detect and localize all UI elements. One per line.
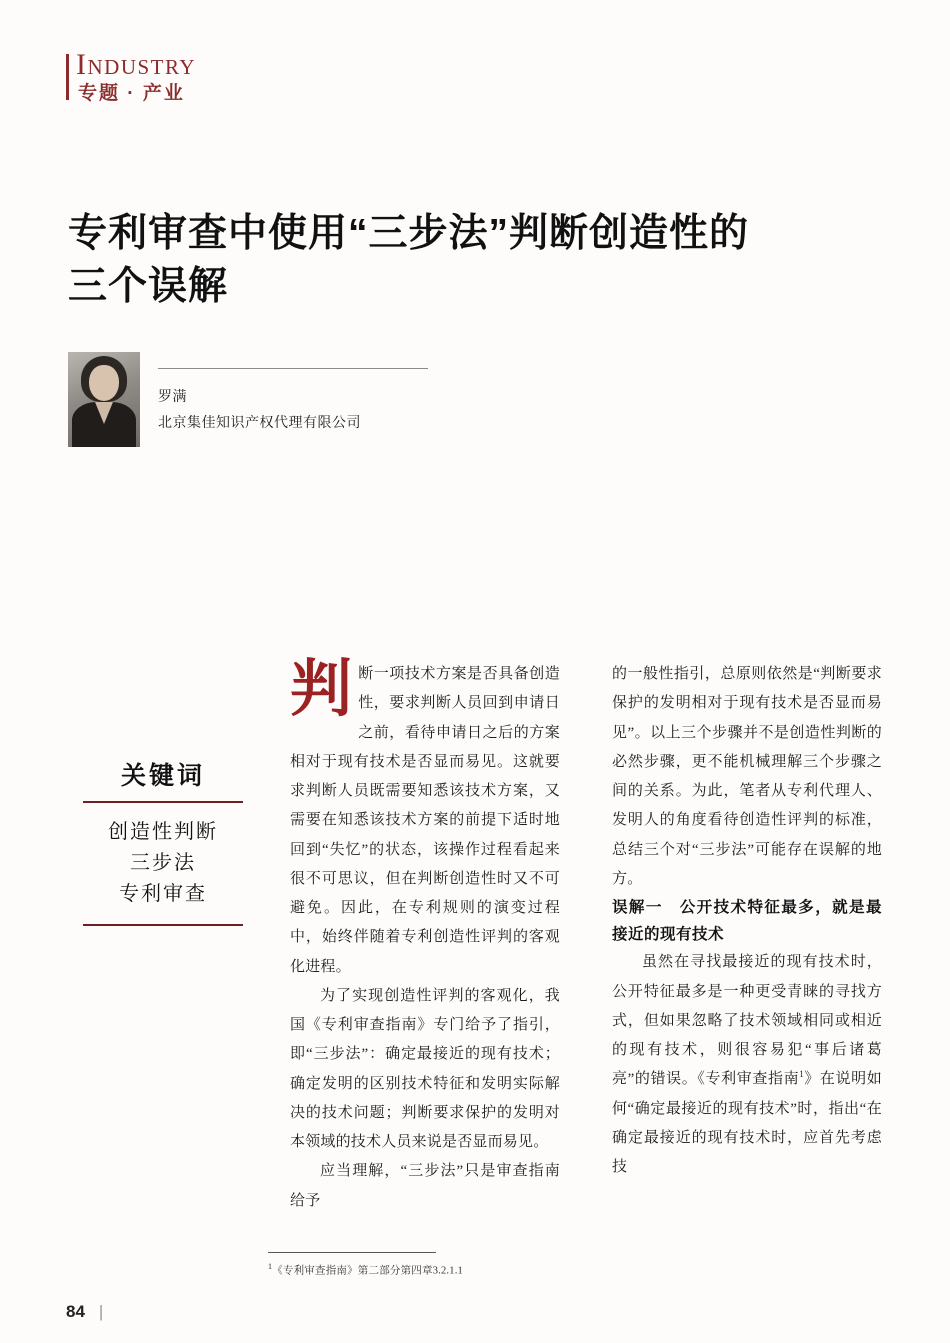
author-organization: 北京集佳知识产权代理有限公司 (158, 414, 361, 430)
keyword-item: 专利审查 (119, 883, 207, 905)
keywords-box (68, 756, 258, 926)
page-number-separator: | (98, 1302, 104, 1321)
body-paragraph (290, 656, 560, 982)
running-head (66, 50, 366, 106)
author-divider (158, 368, 428, 369)
drop-cap: 判 (290, 656, 353, 724)
page-title-line2: 三个误解 (68, 264, 229, 308)
body-paragraph: 应当理解，“三步法”只是审查指南给予 (290, 1163, 560, 1209)
keywords-rule-top (83, 801, 243, 803)
body-column-left (290, 656, 560, 1216)
footnote-marker: 1 (268, 1262, 273, 1271)
running-head-english (76, 50, 196, 80)
section-subheading: 误解一 公开技术特征最多，就是最接近的现有技术 (612, 899, 882, 944)
body-paragraph: 的一般性指引，总原则依然是“判断要求保护的发明相对于现有技术是否显而易见”。以上三个步骤并不是创造性判断的必然步骤，更不能机械理解三个步骤之间的关系。为此，笔者从专利代理人、发明人的角度看待创造性评判的标准，总结三个对“三步法”可能存在误解的地方。 (612, 666, 882, 887)
author-block (68, 352, 488, 452)
body-paragraph-text-a: 虽然在寻找最接近的现有技术时，公开特征最多是一种更受青睐的寻找方式，但如果忽略了技术领域相同或相近的现有技术，则很容易犯“事后诸葛亮”的错误。《专利审查指南 (612, 954, 882, 1088)
footnote (268, 1262, 598, 1278)
page-title (68, 208, 888, 313)
footnote-divider (268, 1252, 436, 1253)
running-head-english-rest: NDUSTRY (87, 55, 197, 79)
portrait-face (89, 365, 119, 401)
body-paragraph (612, 948, 882, 1182)
author-name: 罗满 (158, 388, 187, 404)
keywords-heading: 关键词 (120, 762, 205, 790)
footnote-text: 《专利审查指南》第二部分第四章3.2.1.1 (272, 1265, 463, 1277)
keywords-rule-bottom (83, 924, 243, 926)
body-paragraph-text-b: 》在说明如何“确定最接近的现有技术”时，指出“在确定最接近的现有技术时，应首先考虑技 (612, 1071, 882, 1175)
body-paragraph: 为了实现创造性评判的客观化，我国《专利审查指南》专门给予了指引，即“三步法”：确定最接近的现有技术；确定发明的区别技术特征和发明实际解决的技术问题；判断要求保护的发明对本领域的技术人员来说是否显而易见。 (290, 987, 560, 1150)
page-title-line1: 专利审查中使用“三步法”判断创造性的 (68, 212, 750, 256)
author-portrait (68, 352, 140, 447)
footnote-reference: 1 (799, 1069, 804, 1080)
body-paragraph-text: 断一项技术方案是否具备创造性，要求判断人员回到申请日之前，看待申请日之后的方案相对于现有技术是否显而易见。这就要求判断人员既需要知悉该技术方案，又需要在知悉该技术方案的前提下适时地回到“失忆”的状态，该操作过程看起来很不可思议，但在判断创造性时又不可避免。因此，在专利规则的演变过程中，始终伴随着专利创造性评判的客观化进程。 (290, 666, 560, 975)
running-head-bar (66, 54, 69, 100)
keyword-item: 三步法 (130, 852, 196, 874)
body-column-right (612, 660, 882, 1182)
running-head-initial: I (76, 48, 88, 81)
page-number (66, 1302, 103, 1322)
page-number-value: 84 (66, 1302, 85, 1321)
keyword-item: 创造性判断 (108, 821, 218, 843)
running-head-chinese: 专题 · 产业 (78, 83, 185, 104)
